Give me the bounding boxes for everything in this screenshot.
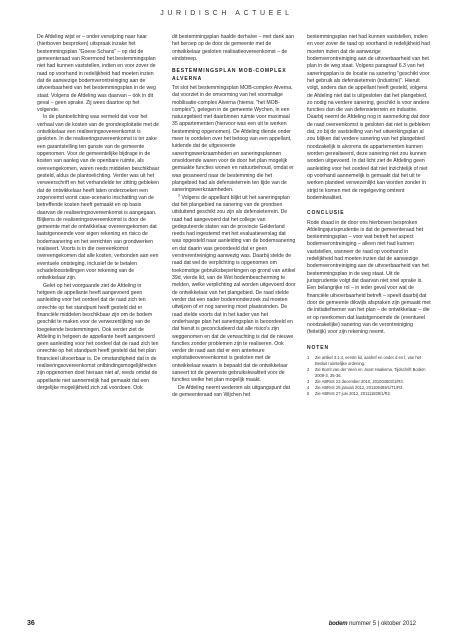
- paragraph: De Afdeling wijst er – onder verwijzing naar haar (hierboven besproken) uitspraak inzake het bestemmingsplan "Goese Schans" – op dat de gemeenteraad van Roermond het bestemmingsplan niet had kunnen vaststellen, indien en voor zover de raad op voorhand in redelijkheid had moeten inzien dat de aanwezige bodemverontreiniging aan de uitvoerbaarheid van het bestemmingsplan in de weg staat. Volgens de Afdeling was daarvan – óók in dit geval – geen sprake. Zij wees daartoe op het volgende.: [37, 34, 156, 114]
- paragraph: In de plantoelichting was vermeld dat voor het verhaal van de kosten van de grondexploitatie met de ontwikkelaar een realiseringsovereenkomst is gesloten. In die realiseringsovereenkomst is ter zake een garantstelling ten gunste van de gemeente opgenomen. Voor de gemeentelijke bijdrage in de kosten van aanleg van de openbare ruimte, als overeengekomen, waren reeds middelen beschikbaar gesteld, aldus de plantoelichting. Verder was uit het verweerschrift en het verhandelde ter zitting gebleken dat de ontwikkelaar heeft laten onderzoeken een zogenoemd worst case-scenario inschatting van de betreffende kosten heeft gemaakt en op basis daarvan de realiseringsovereenkomst is aangegaan. Blijkens de realiseringsovereenkomst is door de gemeente met de ontwikkelaar overeengekomen dat laatstgenoemde voor eigen rekening en risico de bodemsanering en het verrichten van grondwerken realiseert. Voorts is in die overeenkomst overeengekomen dat alle kosten, verbonden aan een eventuele ontsteging, inclusief de te betalen schadeloosstellingen voor rekening van de ontwikkelaar zijn.: [37, 114, 160, 282]
- note-number: 4: [307, 385, 310, 391]
- issue-info: nummer 5 | oktober 2012: [349, 621, 416, 627]
- note-text: Zie ABRvS 27 juni 2012, 201111839/1/R2.: [315, 391, 392, 397]
- paragraph: dit bestemmingsplan haalde derhalve – met dank aan het beroep op de door de gemeente met de ontwikkelaar gesloten realisatieovereenkomst – de eindstreep.: [172, 34, 295, 62]
- note-text: Zie ABRvS 25 januari 2012, 201106489/1/T1/R3.: [315, 385, 404, 391]
- paragraph: Gelet op het voorgaande ziet de Afdeling in hetgeen de appellante heeft aangevoerd geen aanleiding voor het oordeel dat de raad zich ten onrechte op het standpunt heeft gesteld dat er financiële middelen beschikbaar zijn om de bodem geschikt te maken voor de verwezenlijking van de toegekende bestemmingen. Ook verder ziet de Afdeling in hetgeen de appellante heeft aangevoerd geen aanleiding voor het oordeel dat de raad zich ten onrechte op het standpunt heeft gesteld dat het plan financieel uitvoerbaar is. De omstandigheid dat in de realiseringsovereenkomst ontbindingsmogelijkheden zijn opgenomen doet hieraan niet af, reeds omdat de appellante niet aannemelijk had gemaakt dat een dergelijke mogelijkheid zich zal voordoen. Ook: [37, 282, 159, 391]
- paragraph: bestemmingsplan niet had kunnen vaststellen, indien en voor zover de raad op voorhand in redelijkheid had moeten inzien dat de aanwezige bodemverontreiniging aan de uitvoerbaarheid van het plan in de weg staat. Volgens paragraaf 6.3 van het saneringsplan is de locatie na sanering "geschikt voor het gebruik als defensieterrein (industrie)". Hieruit volgt, anders dan de appellant heeft gesteld, volgens de Afdeling niet dat is uitgesloten dat het plangebied, zo nodig na verdere sanering, geschikt is voor andere functies dan die van defensieterrein en industrie. Daarbij neemt de Afdeling nog in aanmerking dat door de raad overeenkomst is gesloten dat niet is gebleken dat, zo bij de vaststelling van het uitwerkingsplan al zou blijken dat verdere sanering van het plangebied noodzakelijk is alvorens de appartementen kunnen worden gerealiseerd, deze sanering niet zou kunnen worden uitgevoerd. In dat licht ziet de Afdeling geen aanleiding voor het oordeel dat niet inzichtelijk of niet op voorhand aannemelijk is gemaakt dat het uit te werken plandeel verwezenlijkt kan worden zonder in strijd te komen met de regelgeving omtrent bodemkwaliteit.: [307, 34, 430, 201]
- publication-name: bodem: [328, 621, 348, 627]
- note-number: 3: [307, 379, 310, 385]
- notes-list: [307, 355, 431, 398]
- note-text: Zie ABRvS 22 december 2010, 201004503/1/R3.: [315, 379, 404, 385]
- notes-heading: NOTEN: [307, 344, 329, 351]
- paragraph: Tot slot het bestemmingsplan MOB-complex Alverna, dat voorziet in de omvorming van het voormalige mobilisatie-complex Alverna (hierna: "het MOB-complex"), gelegen in de gemeente Wychen, in een natuurgebied met daarbinnen ruimte voor maximaal 35 appartementen (hiervoor was een uit te werken bestemming opgenomen). De Afdeling diende onder meer te oordelen over het betoog van een appellant, luidende dat de uitgevoerde saneringswerkzaamheden en saneringsplannen onvoldoende waren voor de door het plan mogelijk gemaakte functies wonen en natuurbehoud, omdat er was gesaneerd naar de bestemming die het plangebied had als defensieterrein ten tijde van de saneringswerkzaamheden.: [172, 84, 294, 194]
- note-item: [307, 367, 431, 379]
- note-item: [307, 391, 431, 397]
- paragraph: De Afdeling neemt wederom als uitgangspunt dat de gemeenteraad van Wijchen het: [172, 384, 291, 398]
- note-text: Zie artikel 3.1.4, eerste lid, aanhef en onder d en f, van het Besluit ruimtelijke ordening.: [315, 354, 422, 366]
- footnote-marker: 3: [178, 192, 180, 197]
- conclusion-heading: CONCLUSIE: [307, 210, 345, 217]
- paragraph: Rode draad in de door ons hierboven besproken Afdelingsjurisprudentie is dat de gemeenteraad het bestemmingsplan – voor wat betreft het aspect bodemverontreiniging – alleen niet had kunnen vaststellen, wanneer de raad op voorhand in redelijkheid had moeten inzien dat de aanwezige bodemverontreiniging aan de uitvoerbaarheid van het bestemmingsplan in de weg staat. Uit de jurisprudentie volgt dat daarvan niet snel sprake is. Een belangrijke rol – in ieder geval voor wat de financiële uitvoerbaarheid betreft – speelt daarbij dat door de gemeente dikwijls afspraken zijn gemaakt met de initiatiefnemer van het plan – de ontwikkelaar – die er op neerkomen dat laatstgenoemde de (eventueel noodzakelijke) sanering van de verontreiniging (feitelijk) voor zijn rekening neemt.: [307, 219, 431, 336]
- note-number: 5: [307, 391, 310, 397]
- paragraph: [172, 192, 296, 385]
- paragraph-text: Volgens de appellant blijkt uit het saneringsplan dat het plangebied na sanering van de grondsen uitsluitend geschikt zou zijn als defensieterrein. De raad had aangevoerd dat het college van gedeputeerde staten van de provincie Gelderland reeds had ingestemd met het evaluatieverslag dat was opgesteld naar aanleiding van de bodemsanering en dat daarin was geoordeeld dat er geen verstrerentreiniging aanwezig was. Daarbij stelde de raad dat wel de verplichting is opgenomen om toekomstige gebruiksbeperkingen op grond van artikel 39d, vierde lid, van de Wet bodembescherming te melden, welke verplichting zal worden uitgevoerd door de ontwikkelaar van het plangebied. De raad stelde verder dat een nader bodemonderzoek zal moeten uitwijzen of er nog sanering moet plaatsvinden. De raad stelde voorts dat in het kader van het onderhavige plan het saneringsplan is beoordeeld en dat hieruit is geconcludeerd dat alle risico's zijn weggenomen en dat de verwachting is dat de nieuwe functies zonder problemen zijn te realiseren. Ook verder de raad aan dat er een anterieure exploitatieovereenkomst is gesloten met de ontwikkelaar waarin is bepaald dat de ontwikkelaar saneert tot de gewenste gebruikskwaliteit voor de functies welke het plan mogelijk maakt.: [172, 194, 296, 384]
- note-number: 2: [307, 367, 310, 372]
- section-heading: BESTEMMINGSPLAN MOB-COMPLEX ALVERNA: [172, 68, 287, 82]
- page-number: 36: [27, 620, 35, 627]
- publication-footer: [329, 621, 416, 627]
- column-3: [307, 34, 431, 397]
- note-number: 1: [307, 354, 310, 360]
- running-header: JURIDISCH ACTUEEL: [160, 10, 293, 17]
- note-text: Zie Borrit van der Veen en Joost Haaksma, Tijdschrift Bodem 2009-3, 35-36.: [315, 367, 426, 379]
- note-item: [307, 355, 431, 367]
- column-1: [37, 34, 161, 392]
- column-2: [172, 34, 296, 399]
